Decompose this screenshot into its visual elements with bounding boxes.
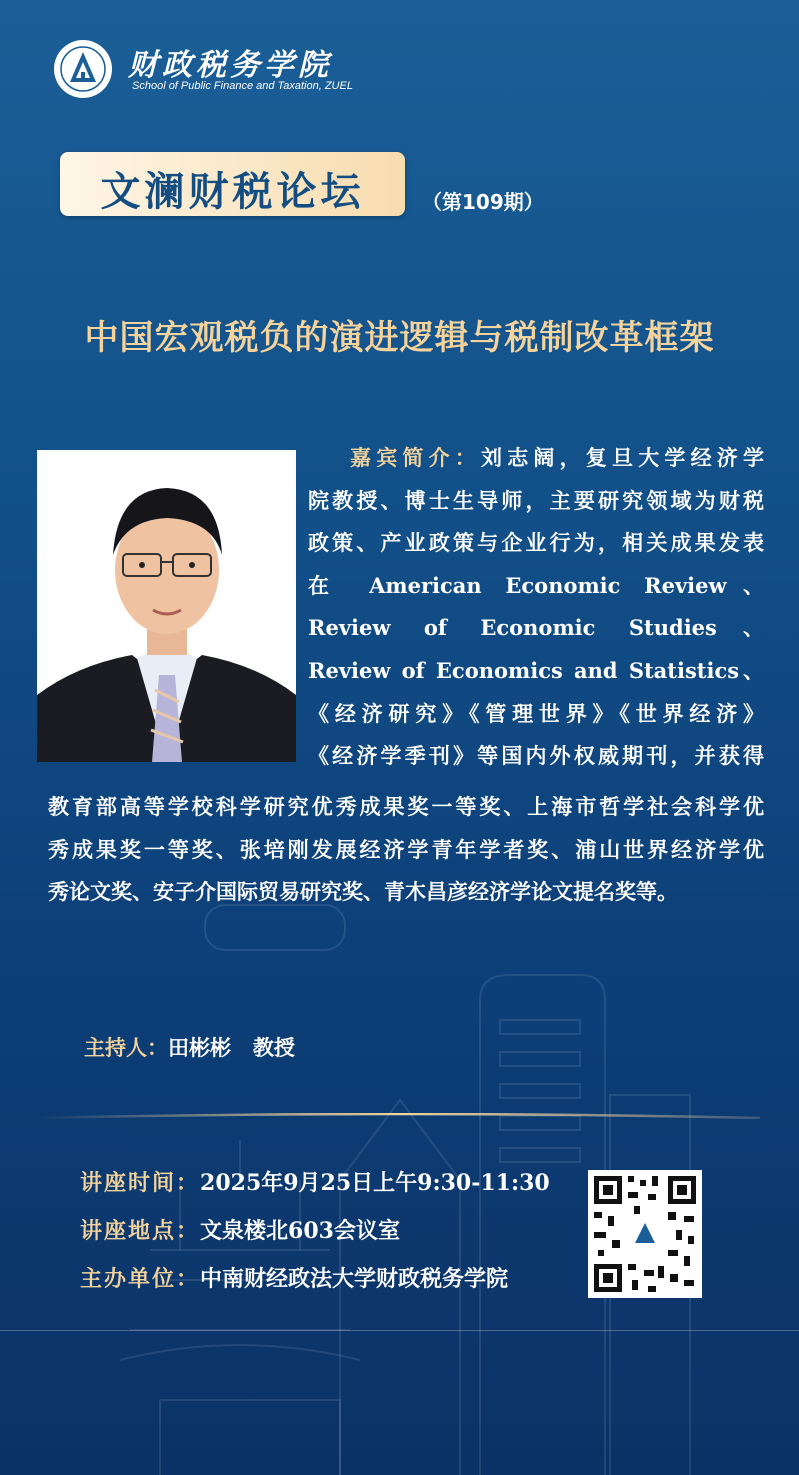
bio-line: 嘉宾简介：刘志阔，复旦大学经济学 xyxy=(350,445,764,470)
bottom-divider xyxy=(0,1330,799,1331)
bio-line: 《经济学季刊》等国内外权威期刊，并获得 xyxy=(308,743,764,769)
lecture-place xyxy=(80,1214,400,1245)
bio-line: 秀论文奖、安子介国际贸易研究奖、青木昌彦经济学论文提名奖等。 xyxy=(48,879,678,905)
host-label: 主持人： xyxy=(84,1035,168,1060)
speaker-portrait xyxy=(37,450,296,762)
host-info xyxy=(84,1032,295,1062)
host-name: 田彬彬 教授 xyxy=(168,1035,295,1060)
place-label: 讲座地点： xyxy=(80,1218,201,1244)
speaker-portrait-illustration xyxy=(37,450,296,762)
school-name-en: School of Public Finance and Taxation, ZUEL xyxy=(132,80,353,92)
qr-code-icon xyxy=(588,1170,702,1298)
lecture-time xyxy=(80,1166,550,1197)
lecture-title: 中国宏观税负的演进逻辑与税制改革框架 xyxy=(84,318,715,358)
zuel-seal-icon xyxy=(52,38,114,100)
bio-line: 院教授、博士生导师，主要研究领域为财税 xyxy=(308,487,764,513)
qr-code-pattern xyxy=(588,1170,702,1298)
bio-line: 在 American Economic Review、 xyxy=(308,572,764,598)
bio-label: 嘉宾简介： xyxy=(350,445,481,470)
school-logo-block xyxy=(52,38,352,102)
speaker-bio-full xyxy=(48,786,764,914)
bio-line: 政策、产业政策与企业行为，相关成果发表 xyxy=(308,530,764,556)
gold-divider xyxy=(40,1113,760,1119)
forum-title-box xyxy=(60,152,405,216)
time-label: 讲座时间： xyxy=(80,1170,201,1196)
lecture-organizer xyxy=(80,1262,508,1293)
organizer-label: 主办单位： xyxy=(80,1266,201,1292)
speaker-bio-right xyxy=(308,437,764,778)
forum-issue-number: （第109期） xyxy=(422,190,544,214)
bio-line: 《经济研究》《管理世界》《世界经济》 xyxy=(308,700,764,726)
organizer-value: 中南财经政法大学财政税务学院 xyxy=(200,1266,509,1292)
school-name-cn: 财政税务学院 xyxy=(128,48,332,83)
time-value: 2025年9月25日上午9:30-11:30 xyxy=(200,1170,550,1196)
bio-line: Review of Economic Studies、 xyxy=(308,615,764,641)
bio-line: 秀成果奖一等奖、张培刚发展经济学青年学者奖、浦山世界经济学优 xyxy=(48,836,764,862)
place-value: 文泉楼北603会议室 xyxy=(200,1218,400,1244)
bio-line: 教育部高等学校科学研究优秀成果奖一等奖、上海市哲学社会科学优 xyxy=(48,794,764,819)
forum-title: 文澜财税论坛 xyxy=(100,169,365,215)
bio-line: Review of Economics and Statistics、 xyxy=(308,657,764,683)
